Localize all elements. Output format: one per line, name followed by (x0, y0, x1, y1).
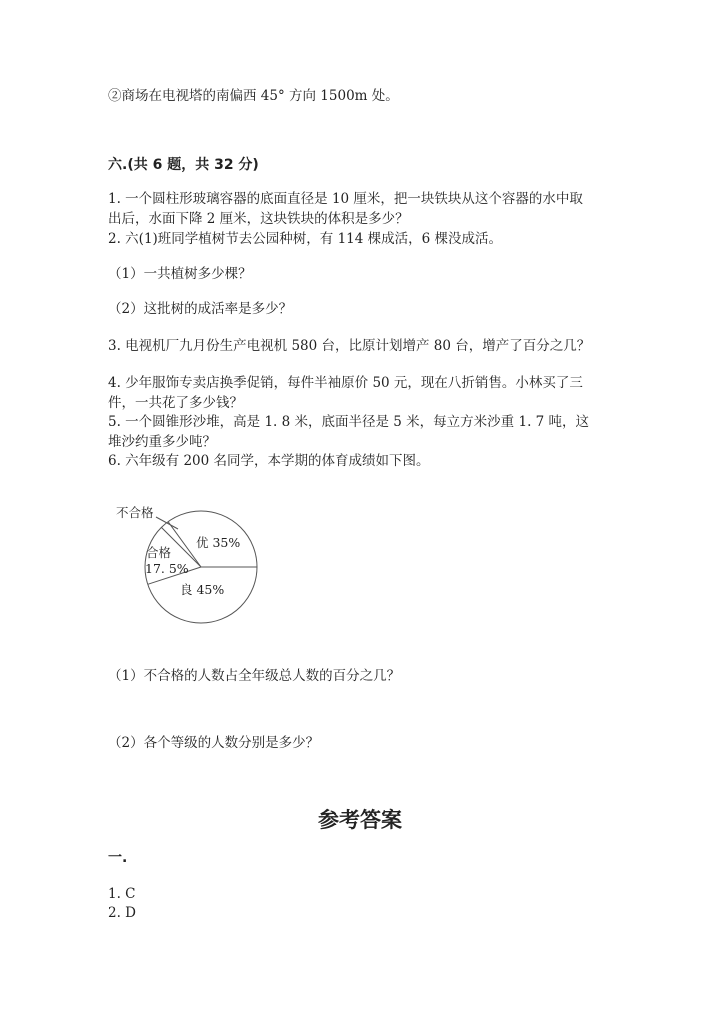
q6-stem: 6. 六年级有 200 名同学，本学期的体育成绩如下图。 (108, 453, 430, 469)
q3-text: 3. 电视机厂九月份生产电视机 580 台，比原计划增产 80 台，增产了百分之几？ (108, 338, 591, 354)
slice-label-qualified-pct: 17. 5% (145, 561, 189, 576)
q5-line2: 堆沙约重多少吨？ (108, 434, 216, 450)
answers-title: 参考答案 (318, 808, 402, 832)
q5-line1: 5. 一个圆锥形沙堆，高是 1. 8 米，底面半径是 5 米，每立方米沙重 1. 7 吨，这 (108, 414, 590, 430)
q6-sub1: （1）不合格的人数占全年级总人数的百分之几？ (108, 668, 401, 684)
answer-item: 2. D (108, 905, 136, 921)
answers-section-heading: 一. (108, 850, 128, 866)
q1-line2: 出后，水面下降 2 厘米，这块铁块的体积是多少？ (108, 211, 409, 227)
previous-item-text: ②商场在电视塔的南偏西 45° 方向 1500m 处。 (108, 88, 399, 104)
slice-label-qualified-name: 合格 (146, 545, 172, 560)
q1-line1: 1. 一个圆柱形玻璃容器的底面直径是 10 厘米，把一块铁块从这个容器的水中取 (108, 191, 583, 207)
q6-sub2: （2）各个等级的人数分别是多少？ (108, 735, 320, 751)
slice-label-unqualified: 不合格 (116, 505, 154, 520)
q2-sub1: （1）一共植树多少棵？ (108, 266, 252, 282)
section-title: 六.(共 6 题，共 32 分) (108, 157, 259, 173)
q2-stem: 2. 六(1)班同学植树节去公园种树，有 114 棵成活，6 棵没成活。 (108, 231, 503, 247)
unqualified-leader-line (156, 517, 178, 529)
q4-line2: 件，一共花了多少钱？ (108, 395, 243, 411)
q4-line1: 4. 少年服饰专卖店换季促销，每件半袖原价 50 元，现在八折销售。小林买了三 (108, 375, 583, 391)
slice-label-good: 良 45% (180, 582, 225, 597)
answer-item: 1. C (108, 886, 136, 902)
q2-sub2: （2）这批树的成活率是多少？ (108, 301, 293, 317)
grade-pie-chart (108, 500, 268, 625)
slice-label-excellent: 优 35% (196, 535, 241, 550)
